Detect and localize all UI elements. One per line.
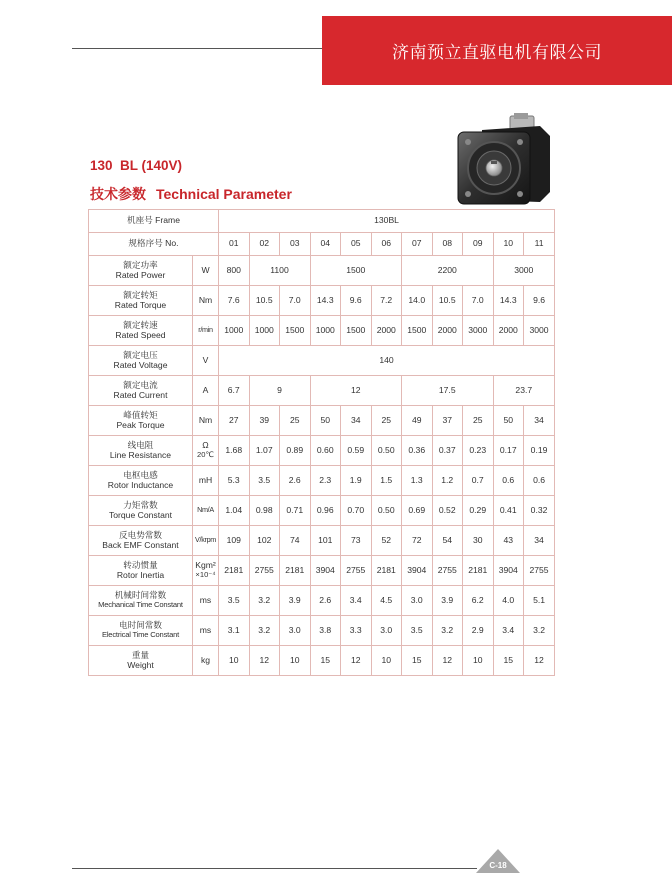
value-cell: 14.3 (493, 286, 524, 316)
value-cell: 109 (219, 526, 250, 556)
unit-label: mH (198, 474, 213, 485)
unit-label: ms (199, 594, 212, 605)
value-cell: 25 (371, 406, 402, 436)
value-cell: 102 (249, 526, 280, 556)
unit-label: ms (199, 624, 212, 635)
value-cell: 17.5 (402, 376, 494, 406)
value-cell: 9 (249, 376, 310, 406)
value-cell: 1500 (341, 316, 372, 346)
value-cell: 800 (219, 256, 250, 286)
section-title-cn: 技术参数 (90, 186, 146, 202)
value-cell: 3.8 (310, 616, 341, 646)
value-cell: 0.59 (341, 436, 372, 466)
spec-number-cell: 04 (310, 233, 341, 256)
parameter-name-cell (89, 466, 193, 496)
parameter-name-en: Peak Torque (116, 419, 165, 430)
spec-number-cell: 11 (524, 233, 555, 256)
value-cell: 2000 (493, 316, 524, 346)
value-cell: 0.50 (371, 496, 402, 526)
parameter-name-en: Rotor Inductance (107, 479, 174, 490)
value-cell: 2755 (249, 556, 280, 586)
company-name: 济南预立直驱电机有限公司 (392, 43, 602, 63)
spec-number-cell: 08 (432, 233, 463, 256)
unit-cell (193, 496, 219, 526)
parameter-name-cn: 额定转矩 (123, 289, 158, 300)
unit-cell (193, 406, 219, 436)
value-cell: 2181 (371, 556, 402, 586)
value-cell: 49 (402, 406, 433, 436)
value-cell: 54 (432, 526, 463, 556)
spec-number-cell: 03 (280, 233, 311, 256)
spec-number-cell: 01 (219, 233, 250, 256)
value-cell: 0.60 (310, 436, 341, 466)
parameter-row (89, 466, 555, 496)
value-cell: 4.0 (493, 586, 524, 616)
page-number: C-18 (489, 861, 507, 870)
value-cell: 3.9 (280, 586, 311, 616)
unit-label: r/min (198, 325, 213, 335)
unit-cell (193, 616, 219, 646)
parameter-name-cell (89, 376, 193, 406)
value-cell: 0.52 (432, 496, 463, 526)
unit-cell (193, 586, 219, 616)
value-cell: 0.89 (280, 436, 311, 466)
spec-number-cell: 09 (463, 233, 494, 256)
value-cell: 2181 (219, 556, 250, 586)
value-cell: 3.4 (493, 616, 524, 646)
spec-label: 规格序号 No. (89, 233, 219, 256)
value-cell: 10 (371, 646, 402, 676)
bottom-rule (72, 868, 477, 869)
value-cell: 34 (341, 406, 372, 436)
value-cell: 3.5 (249, 466, 280, 496)
parameter-name-cell (89, 526, 193, 556)
value-cell: 0.96 (310, 496, 341, 526)
value-cell: 74 (280, 526, 311, 556)
parameter-name-cn: 反电势常数 (119, 529, 162, 540)
value-cell: 1.68 (219, 436, 250, 466)
value-cell: 3.0 (371, 616, 402, 646)
unit-cell (193, 526, 219, 556)
value-cell: 0.37 (432, 436, 463, 466)
parameter-name-en: Mechanical Time Constant (98, 600, 183, 610)
value-cell: 0.71 (280, 496, 311, 526)
unit-cell (193, 556, 219, 586)
value-cell: 10 (219, 646, 250, 676)
parameter-name-cell (89, 406, 193, 436)
value-cell: 3.9 (432, 586, 463, 616)
value-cell: 3.0 (280, 616, 311, 646)
value-cell: 34 (524, 406, 555, 436)
value-cell: 14.3 (310, 286, 341, 316)
value-cell: 2000 (371, 316, 402, 346)
unit-label: A (202, 384, 209, 395)
parameter-row (89, 286, 555, 316)
value-cell: 2.9 (463, 616, 494, 646)
value-cell: 10.5 (432, 286, 463, 316)
parameter-name-cn: 电枢电感 (123, 469, 158, 480)
parameter-name-cn: 力矩常数 (123, 499, 158, 510)
value-cell: 14.0 (402, 286, 433, 316)
parameter-row (89, 526, 555, 556)
unit-label: Ω (202, 440, 209, 451)
parameter-name-en: Rated Speed (115, 329, 166, 340)
value-cell: 1500 (280, 316, 311, 346)
parameter-row (89, 646, 555, 676)
parameter-name-cn: 电时间常数 (119, 620, 162, 631)
unit-label: kg (200, 654, 211, 665)
value-cell: 3.0 (402, 586, 433, 616)
parameter-row (89, 256, 555, 286)
value-cell: 15 (493, 646, 524, 676)
value-cell: 2181 (280, 556, 311, 586)
parameter-name-en: Rated Torque (114, 299, 167, 310)
value-cell: 3904 (493, 556, 524, 586)
value-cell: 2.6 (310, 586, 341, 616)
value-cell: 7.0 (463, 286, 494, 316)
value-cell: 15 (402, 646, 433, 676)
value-cell: 3.2 (432, 616, 463, 646)
value-cell: 2181 (463, 556, 494, 586)
frame-value: 130BL (219, 210, 555, 233)
value-cell: 3.3 (341, 616, 372, 646)
value-cell: 9.6 (524, 286, 555, 316)
value-cell: 0.6 (524, 466, 555, 496)
company-banner (322, 16, 672, 85)
value-cell: 7.0 (280, 286, 311, 316)
value-cell: 2.6 (280, 466, 311, 496)
value-cell: 12 (432, 646, 463, 676)
parameter-name-cn: 重量 (131, 649, 150, 660)
parameter-name-cn: 线电阻 (127, 439, 154, 450)
value-cell: 3.2 (524, 616, 555, 646)
value-cell: 27 (219, 406, 250, 436)
value-cell: 3904 (402, 556, 433, 586)
parameter-name-en: Torque Constant (108, 509, 173, 520)
value-cell: 6.7 (219, 376, 250, 406)
parameter-name-cn: 额定功率 (123, 259, 158, 270)
value-cell: 0.7 (463, 466, 494, 496)
servo-motor-image (452, 112, 556, 216)
value-cell: 0.32 (524, 496, 555, 526)
value-cell: 52 (371, 526, 402, 556)
value-cell: 1100 (249, 256, 310, 286)
unit-label: Nm (198, 414, 213, 425)
value-cell: 5.3 (219, 466, 250, 496)
value-cell: 1000 (219, 316, 250, 346)
parameter-name-cell (89, 316, 193, 346)
value-cell: 25 (280, 406, 311, 436)
parameter-name-cell (89, 286, 193, 316)
value-cell: 1000 (249, 316, 280, 346)
value-cell: 3000 (493, 256, 555, 286)
value-cell: 2755 (341, 556, 372, 586)
parameter-row (89, 346, 555, 376)
parameter-name-cell (89, 496, 193, 526)
unit-label: V/krpm (195, 535, 216, 545)
unit-cell (193, 256, 219, 286)
value-cell: 15 (310, 646, 341, 676)
parameter-name-en: Weight (127, 659, 154, 670)
parameter-name-cn: 额定电压 (123, 349, 158, 360)
value-cell: 23.7 (493, 376, 555, 406)
value-cell: 3.2 (249, 616, 280, 646)
section-title (90, 184, 292, 204)
value-cell: 0.36 (402, 436, 433, 466)
value-cell: 0.41 (493, 496, 524, 526)
value-cell: 30 (463, 526, 494, 556)
value-cell: 7.2 (371, 286, 402, 316)
value-cell: 25 (463, 406, 494, 436)
value-cell: 0.6 (493, 466, 524, 496)
unit-label: Nm/A (197, 505, 214, 515)
value-cell: 0.29 (463, 496, 494, 526)
value-cell: 37 (432, 406, 463, 436)
unit-cell (193, 376, 219, 406)
value-cell: 12 (249, 646, 280, 676)
value-cell: 34 (524, 526, 555, 556)
parameter-row (89, 586, 555, 616)
value-cell: 5.1 (524, 586, 555, 616)
value-cell: 3000 (463, 316, 494, 346)
value-cell: 140 (219, 346, 555, 376)
parameter-name-cn: 机械时间常数 (114, 590, 167, 601)
value-cell: 1500 (402, 316, 433, 346)
value-cell: 3.4 (341, 586, 372, 616)
parameter-name-en: Rotor Inertia (116, 569, 165, 580)
spec-number-cell: 10 (493, 233, 524, 256)
value-cell: 101 (310, 526, 341, 556)
parameter-name-en: Rated Power (115, 269, 166, 280)
parameter-name-cell (89, 616, 193, 646)
value-cell: 1.2 (432, 466, 463, 496)
value-cell: 3.1 (219, 616, 250, 646)
value-cell: 4.5 (371, 586, 402, 616)
parameter-name-cell (89, 346, 193, 376)
parameter-name-cell (89, 646, 193, 676)
model-title: 130 BL (140V) (90, 158, 183, 173)
parameter-name-en: Line Resistance (109, 449, 172, 460)
unit-label: Kgm² (195, 560, 216, 571)
unit-cell (193, 286, 219, 316)
value-cell: 73 (341, 526, 372, 556)
value-cell: 12 (524, 646, 555, 676)
frame-row (89, 210, 555, 233)
parameter-row (89, 496, 555, 526)
value-cell: 12 (310, 376, 402, 406)
value-cell: 0.17 (493, 436, 524, 466)
parameter-name-cn: 峰值转矩 (123, 409, 158, 420)
unit-cell (193, 646, 219, 676)
value-cell: 2755 (524, 556, 555, 586)
spec-number-cell: 02 (249, 233, 280, 256)
parameter-name-cell (89, 556, 193, 586)
unit-label: Nm (198, 294, 213, 305)
parameter-name-cell (89, 586, 193, 616)
value-cell: 39 (249, 406, 280, 436)
parameter-name-cell (89, 256, 193, 286)
value-cell: 0.69 (402, 496, 433, 526)
value-cell: 1.07 (249, 436, 280, 466)
value-cell: 3.5 (402, 616, 433, 646)
spec-number-cell: 07 (402, 233, 433, 256)
value-cell: 2000 (432, 316, 463, 346)
value-cell: 3.5 (219, 586, 250, 616)
value-cell: 1.9 (341, 466, 372, 496)
value-cell: 2755 (432, 556, 463, 586)
unit-label: W (201, 264, 210, 275)
value-cell: 7.6 (219, 286, 250, 316)
parameter-row (89, 436, 555, 466)
section-title-en: Technical Parameter (156, 186, 292, 202)
parameter-name-en: Electrical Time Constant (101, 630, 180, 640)
value-cell: 43 (493, 526, 524, 556)
value-cell: 3000 (524, 316, 555, 346)
value-cell: 0.23 (463, 436, 494, 466)
value-cell: 10 (280, 646, 311, 676)
value-cell: 1.04 (219, 496, 250, 526)
value-cell: 10.5 (249, 286, 280, 316)
unit-label: V (202, 354, 209, 365)
value-cell: 10 (463, 646, 494, 676)
value-cell: 3904 (310, 556, 341, 586)
value-cell: 6.2 (463, 586, 494, 616)
value-cell: 3.2 (249, 586, 280, 616)
top-rule (72, 48, 322, 49)
unit-cell (193, 316, 219, 346)
spec-number-cell: 05 (341, 233, 372, 256)
value-cell: 72 (402, 526, 433, 556)
value-cell: 9.6 (341, 286, 372, 316)
value-cell: 1.5 (371, 466, 402, 496)
value-cell: 0.98 (249, 496, 280, 526)
unit-cell (193, 346, 219, 376)
value-cell: 1500 (310, 256, 402, 286)
parameter-name-en: Back EMF Constant (102, 539, 179, 550)
value-cell: 50 (310, 406, 341, 436)
parameter-name-cn: 额定电流 (123, 379, 158, 390)
parameter-name-cn: 转动惯量 (123, 559, 158, 570)
parameter-row (89, 376, 555, 406)
parameter-name-en: Rated Voltage (113, 359, 168, 370)
parameter-row (89, 616, 555, 646)
frame-label: 机座号 Frame (89, 210, 219, 233)
value-cell: 0.50 (371, 436, 402, 466)
unit-sub-label: ×10⁻⁴ (195, 570, 216, 580)
unit-cell (193, 436, 219, 466)
value-cell: 2.3 (310, 466, 341, 496)
value-cell: 2200 (402, 256, 494, 286)
value-cell: 12 (341, 646, 372, 676)
unit-sub-label: 20℃ (197, 450, 214, 460)
spec-number-row (89, 233, 555, 256)
parameter-row (89, 406, 555, 436)
value-cell: 1.3 (402, 466, 433, 496)
technical-parameter-table (88, 209, 555, 676)
unit-cell (193, 466, 219, 496)
value-cell: 50 (493, 406, 524, 436)
spec-number-cell: 06 (371, 233, 402, 256)
parameter-name-cn: 额定转速 (123, 319, 158, 330)
value-cell: 0.19 (524, 436, 555, 466)
parameter-name-cell (89, 436, 193, 466)
parameter-name-en: Rated Current (113, 389, 168, 400)
value-cell: 0.70 (341, 496, 372, 526)
parameter-row (89, 556, 555, 586)
value-cell: 1000 (310, 316, 341, 346)
parameter-row (89, 316, 555, 346)
